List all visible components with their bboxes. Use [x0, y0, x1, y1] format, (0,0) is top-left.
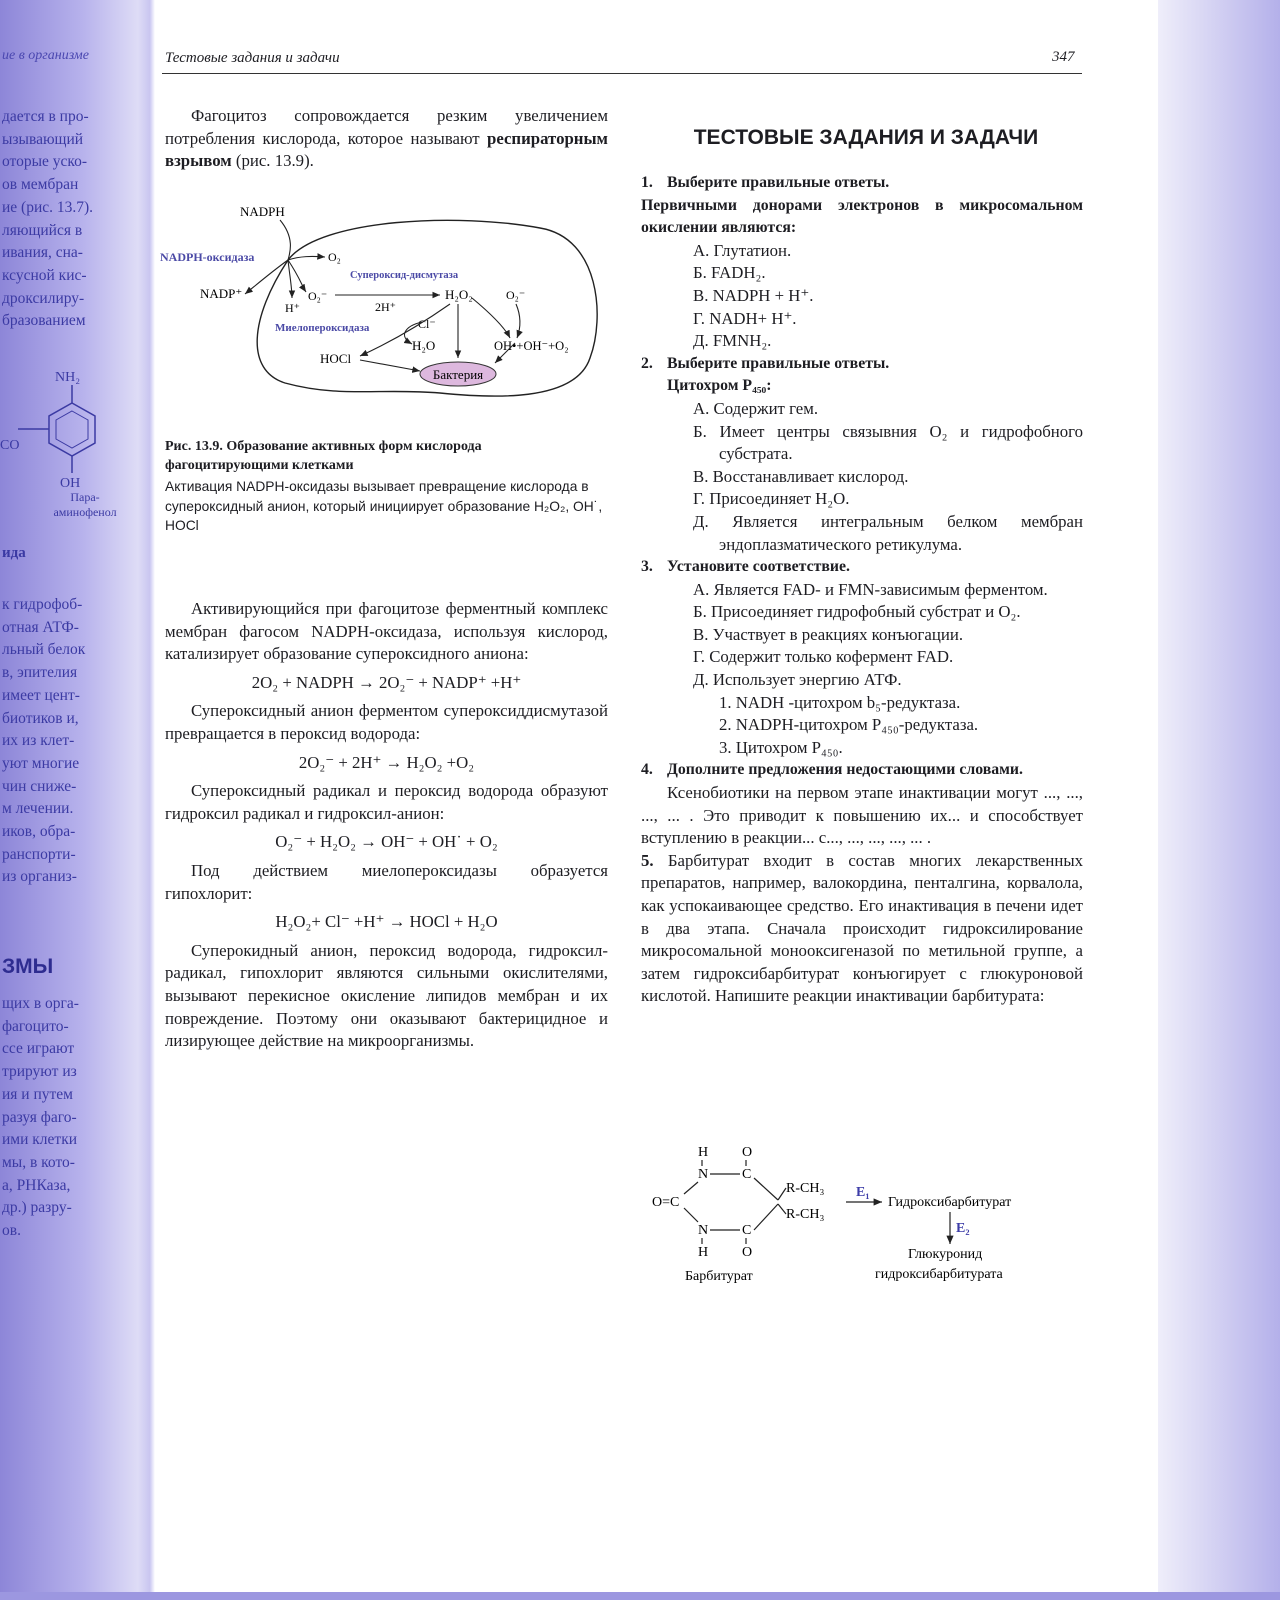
question-1-option: А. Глутатион. — [693, 240, 792, 260]
left-page-line: ксусной кис- — [2, 266, 87, 284]
product-1-label: Гидроксибарбитурат — [888, 1195, 1012, 1210]
r1-label: R-CH₃ — [786, 1181, 825, 1196]
question-2-stem: Цитохром P₄₅₀: — [667, 377, 772, 395]
respiratory-burst-term: респираторным взрывом — [165, 128, 608, 171]
h-top-label: H — [698, 1145, 709, 1160]
left-page-line: дроксилиру- — [2, 289, 85, 307]
left-page-text-block-2 — [2, 594, 85, 889]
left-page-line: ссе играют — [2, 1040, 75, 1058]
question-5-body: 5. Барбитурат входит в состав многих лекарственных препаратов, например, валокордина, пенталгина, корвалола, как успокаивающее средство. Его инактивация в печени идет в два этапа. Сначала происходит гидроксилирование микросомальной монооксигеназой по метильной группе, а затем гидроксибарбитурат конъюгирует с глюкуроновой кислотой. Напишите реакции инактивации барбитурата: — [641, 850, 1084, 1006]
left-page-line: ие (рис. 13.7). — [2, 198, 94, 216]
left-page-line: к гидрофоб- — [2, 596, 83, 613]
question-2-option: Г. Присоединяет H₂O. — [693, 489, 850, 509]
left-page-line: ивания, сна- — [2, 244, 83, 262]
paragraph-oxidase: Активирующийся при фагоцитозе ферментный комплекс мембран фагосом NADPH-оксидаза, используя кислород, катализирует образование супероксидного аниона: — [165, 599, 608, 664]
header-rule — [162, 73, 1082, 74]
product-2-label-line1: Глюкуронид — [908, 1247, 983, 1262]
question-2-option: Б. Имеет центры связывния O₂ и гидрофобного субстрата. — [693, 421, 1083, 464]
question-1-option: В. NADPH + H⁺. — [693, 285, 814, 305]
chloride-label: Cl⁻ — [418, 317, 436, 331]
question-2-option: А. Содержит гем. — [693, 398, 819, 418]
left-page-line: бразованием — [2, 312, 86, 330]
left-page-line: фагоцито- — [2, 1017, 69, 1035]
left-page-line: ранспорти- — [2, 845, 76, 863]
left-page-line: из организ- — [2, 868, 77, 886]
o2-input-label: O₂ — [328, 250, 341, 264]
left-page-line: в, эпителия — [2, 664, 78, 682]
left-page-line: ызывающий — [2, 130, 84, 148]
running-head: Тестовые задания и задачи — [165, 50, 340, 66]
water-label: H₂O — [412, 338, 436, 353]
h-bottom-label: H — [698, 1245, 709, 1260]
figure-caption-body: Активация NADPH-оксидазы вызывает превращение кислорода в супероксидный анион, который инициирует образование H₂O₂, OH˙, HOCl — [165, 479, 603, 533]
left-page-header: ие в организме — [2, 48, 89, 63]
paragraph-sod: Супероксидный анион ферментом супероксиддисмутазой превращается в пероксид водорода: — [165, 701, 608, 743]
question-1-heading: 1. Выберите правильные ответы. — [641, 174, 890, 191]
enzyme-2-label: E₂ — [956, 1221, 970, 1236]
left-page-line: имеет цент- — [2, 686, 80, 704]
left-page-text-block-1 — [2, 106, 93, 333]
nadph-label: NADPH — [240, 204, 285, 219]
mpo-label: Миелопероксидаза — [275, 322, 370, 334]
left-page-line: ляющийся в — [2, 221, 83, 239]
question-2-option: Д. Является интегральным белком мембран эндоплазматического ретикулума. — [693, 511, 1083, 554]
main-text — [165, 598, 608, 1053]
left-section-fragment: ида — [2, 545, 26, 561]
left-page-line: мы, в кото- — [2, 1153, 75, 1171]
question-4-heading: 4. Дополните предложения недостающими словами. — [641, 761, 1023, 779]
intro-paragraph: Фагоцитоз сопровождается резким увеличением потребления кислорода, которое называют респираторным взрывом (рис. 13.9). — [165, 106, 608, 171]
enzyme-1-label: E₁ — [856, 1185, 870, 1200]
equation-4: H₂O₂+ Cl⁻ +H⁺ → HOCl + H₂O — [275, 912, 498, 932]
question-3-option: В. Участвует в реакциях конъюгации. — [693, 624, 964, 644]
c-top-label: C — [742, 1167, 752, 1182]
figure-caption-title: Рис. 13.9. Образование активных форм кислорода фагоцитирующими клетками — [165, 439, 482, 473]
two-h-label: 2H⁺ — [375, 300, 396, 314]
question-1-option: Д. FMNH₂. — [693, 331, 772, 351]
page-gutter — [150, 0, 155, 1600]
question-3-option: Г. Содержит только кофермент FAD. — [693, 647, 954, 667]
n-top-label: N — [698, 1167, 709, 1182]
left-page-line: оторые уско- — [2, 153, 88, 171]
o-bottom-label: O — [742, 1245, 753, 1260]
left-page-line: ия и путем — [2, 1085, 73, 1103]
left-page-line: отная АТФ- — [2, 618, 79, 636]
oxidase-label: NADPH-оксидаза — [160, 250, 255, 264]
question-2-heading: 2. Выберите правильные ответы. — [641, 354, 890, 372]
section-title: ТЕСТОВЫЕ ЗАДАНИЯ И ЗАДАЧИ — [693, 126, 1039, 149]
left-page-line: чин сниже- — [2, 777, 77, 795]
oh-label: OH — [60, 476, 81, 491]
left-page-line: уют многие — [2, 754, 80, 772]
equation-3: O₂⁻ + H₂O₂ → OH⁻ + OH˙ + O₂ — [275, 832, 498, 852]
left-page-line: ов мембран — [2, 176, 79, 194]
nh2-label: NH₂ — [55, 370, 81, 385]
left-page-line: щих в орга- — [2, 995, 79, 1012]
question-1-stem: Первичными донорами электронов в микросомальном окислении являются: — [641, 196, 1083, 237]
co-label: CO — [0, 438, 20, 453]
sod-label: Супероксид-дисмутаза — [350, 270, 459, 281]
question-2-option: В. Восстанавливает кислород. — [693, 466, 909, 486]
question-1-option: Г. NADH+ H⁺. — [693, 308, 797, 328]
question-1-option: Б. FADH₂. — [693, 263, 766, 283]
left-section-heading: ЗМЫ — [2, 955, 54, 978]
superoxide-label: O₂⁻ — [308, 289, 328, 303]
bottom-scan-edge — [0, 1592, 1280, 1600]
left-page-line: трируют из — [2, 1063, 77, 1081]
h-plus-label: H⁺ — [285, 301, 300, 315]
question-3-option: А. Является FAD- и FMN-зависимым ферментом. — [693, 579, 1048, 599]
left-page-line: др.) разру- — [2, 1199, 72, 1217]
h2o2-label: H₂O₂ — [445, 287, 473, 302]
equation-2: 2O₂⁻ + 2H⁺ → H₂O₂ +O₂ — [298, 752, 475, 772]
question-3-option: Д. Использует энергию АТФ. — [693, 670, 902, 690]
bacteria-label: Бактерия — [432, 367, 484, 382]
left-page-text-block-3 — [2, 993, 79, 1243]
left-page-line: ими клетки — [2, 1131, 78, 1149]
left-page-line: ов. — [2, 1222, 21, 1240]
question-3-answer: 1. NADH -цитохром b₅-редуктаза. — [719, 692, 961, 712]
para-aminophenol-name: Пара-аминофенол — [53, 490, 117, 519]
test-questions — [641, 172, 1083, 1008]
left-page-line: льный белок — [2, 641, 86, 659]
question-3-heading: 3. Установите соответствие. — [641, 558, 850, 576]
paragraph-mpo: Под действием миелопероксидазы образуется гипохлорит: — [165, 860, 608, 903]
left-page-line: их из клет- — [2, 732, 75, 750]
reactant-label: Барбитурат — [685, 1269, 753, 1284]
figure-caption — [165, 437, 608, 536]
left-page-line: м лечении. — [2, 800, 74, 818]
o-top-label: O — [742, 1145, 753, 1160]
right-page-edge — [1158, 0, 1280, 1600]
equation-1: 2O₂ + NADPH → 2O₂⁻ + NADP⁺ +H⁺ — [251, 672, 522, 692]
left-page-line: дается в про- — [2, 108, 89, 125]
paragraph-oxidants: Суперокидный анион, пероксид водорода, гидроксил-радикал, гипохлорит являются сильными окислителями, вызывают перекисное окисление липидов мембран и их повреждение. Поэтому они оказывают бактерицидное и лизирующее действие на микроорганизмы. — [165, 940, 608, 1051]
question-3-option: Б. Присоединяет гидрофобный субстрат и O₂. — [693, 602, 1021, 622]
question-3-answer: 3. Цитохром P₄₅₀. — [719, 737, 843, 757]
barbiturate-inactivation-scheme — [652, 1140, 1080, 1290]
paragraph-hydroxyl: Супероксидный радикал и пероксид водорода образуют гидроксил радикал и гидроксил-анион: — [165, 781, 608, 823]
o-left-label: O=C — [652, 1195, 680, 1210]
product-2-label-line2: гидроксибарбитурата — [875, 1267, 1003, 1282]
left-page-line: иков, обра- — [2, 823, 76, 841]
radical-products-label: OH•+OH⁻+O₂ — [494, 339, 569, 353]
page-number: 347 — [1052, 49, 1075, 65]
hocl-label: HOCl — [320, 351, 352, 366]
figure-13-9-diagram — [160, 198, 610, 433]
nadp-label: NADP⁺ — [200, 286, 243, 301]
left-page-line: разуя фаго- — [2, 1108, 77, 1126]
c-bottom-label: C — [742, 1223, 752, 1238]
n-bottom-label: N — [698, 1223, 709, 1238]
left-page-line: биотиков и, — [2, 709, 79, 727]
question-3-answer: 2. NADPH-цитохром P₄₅₀-редуктаза. — [719, 715, 979, 735]
r2-label: R-CH₃ — [786, 1207, 825, 1222]
question-4-body: Ксенобиотики на первом этапе инактивации могут ..., ..., ..., ... . Это приводит к повышению их... и способствует вступлению в реакции... с..., ..., ..., ..., ... . — [641, 783, 1083, 848]
left-page-line: а, РНКаза, — [2, 1176, 71, 1194]
superoxide-label-2: O₂⁻ — [506, 288, 526, 302]
